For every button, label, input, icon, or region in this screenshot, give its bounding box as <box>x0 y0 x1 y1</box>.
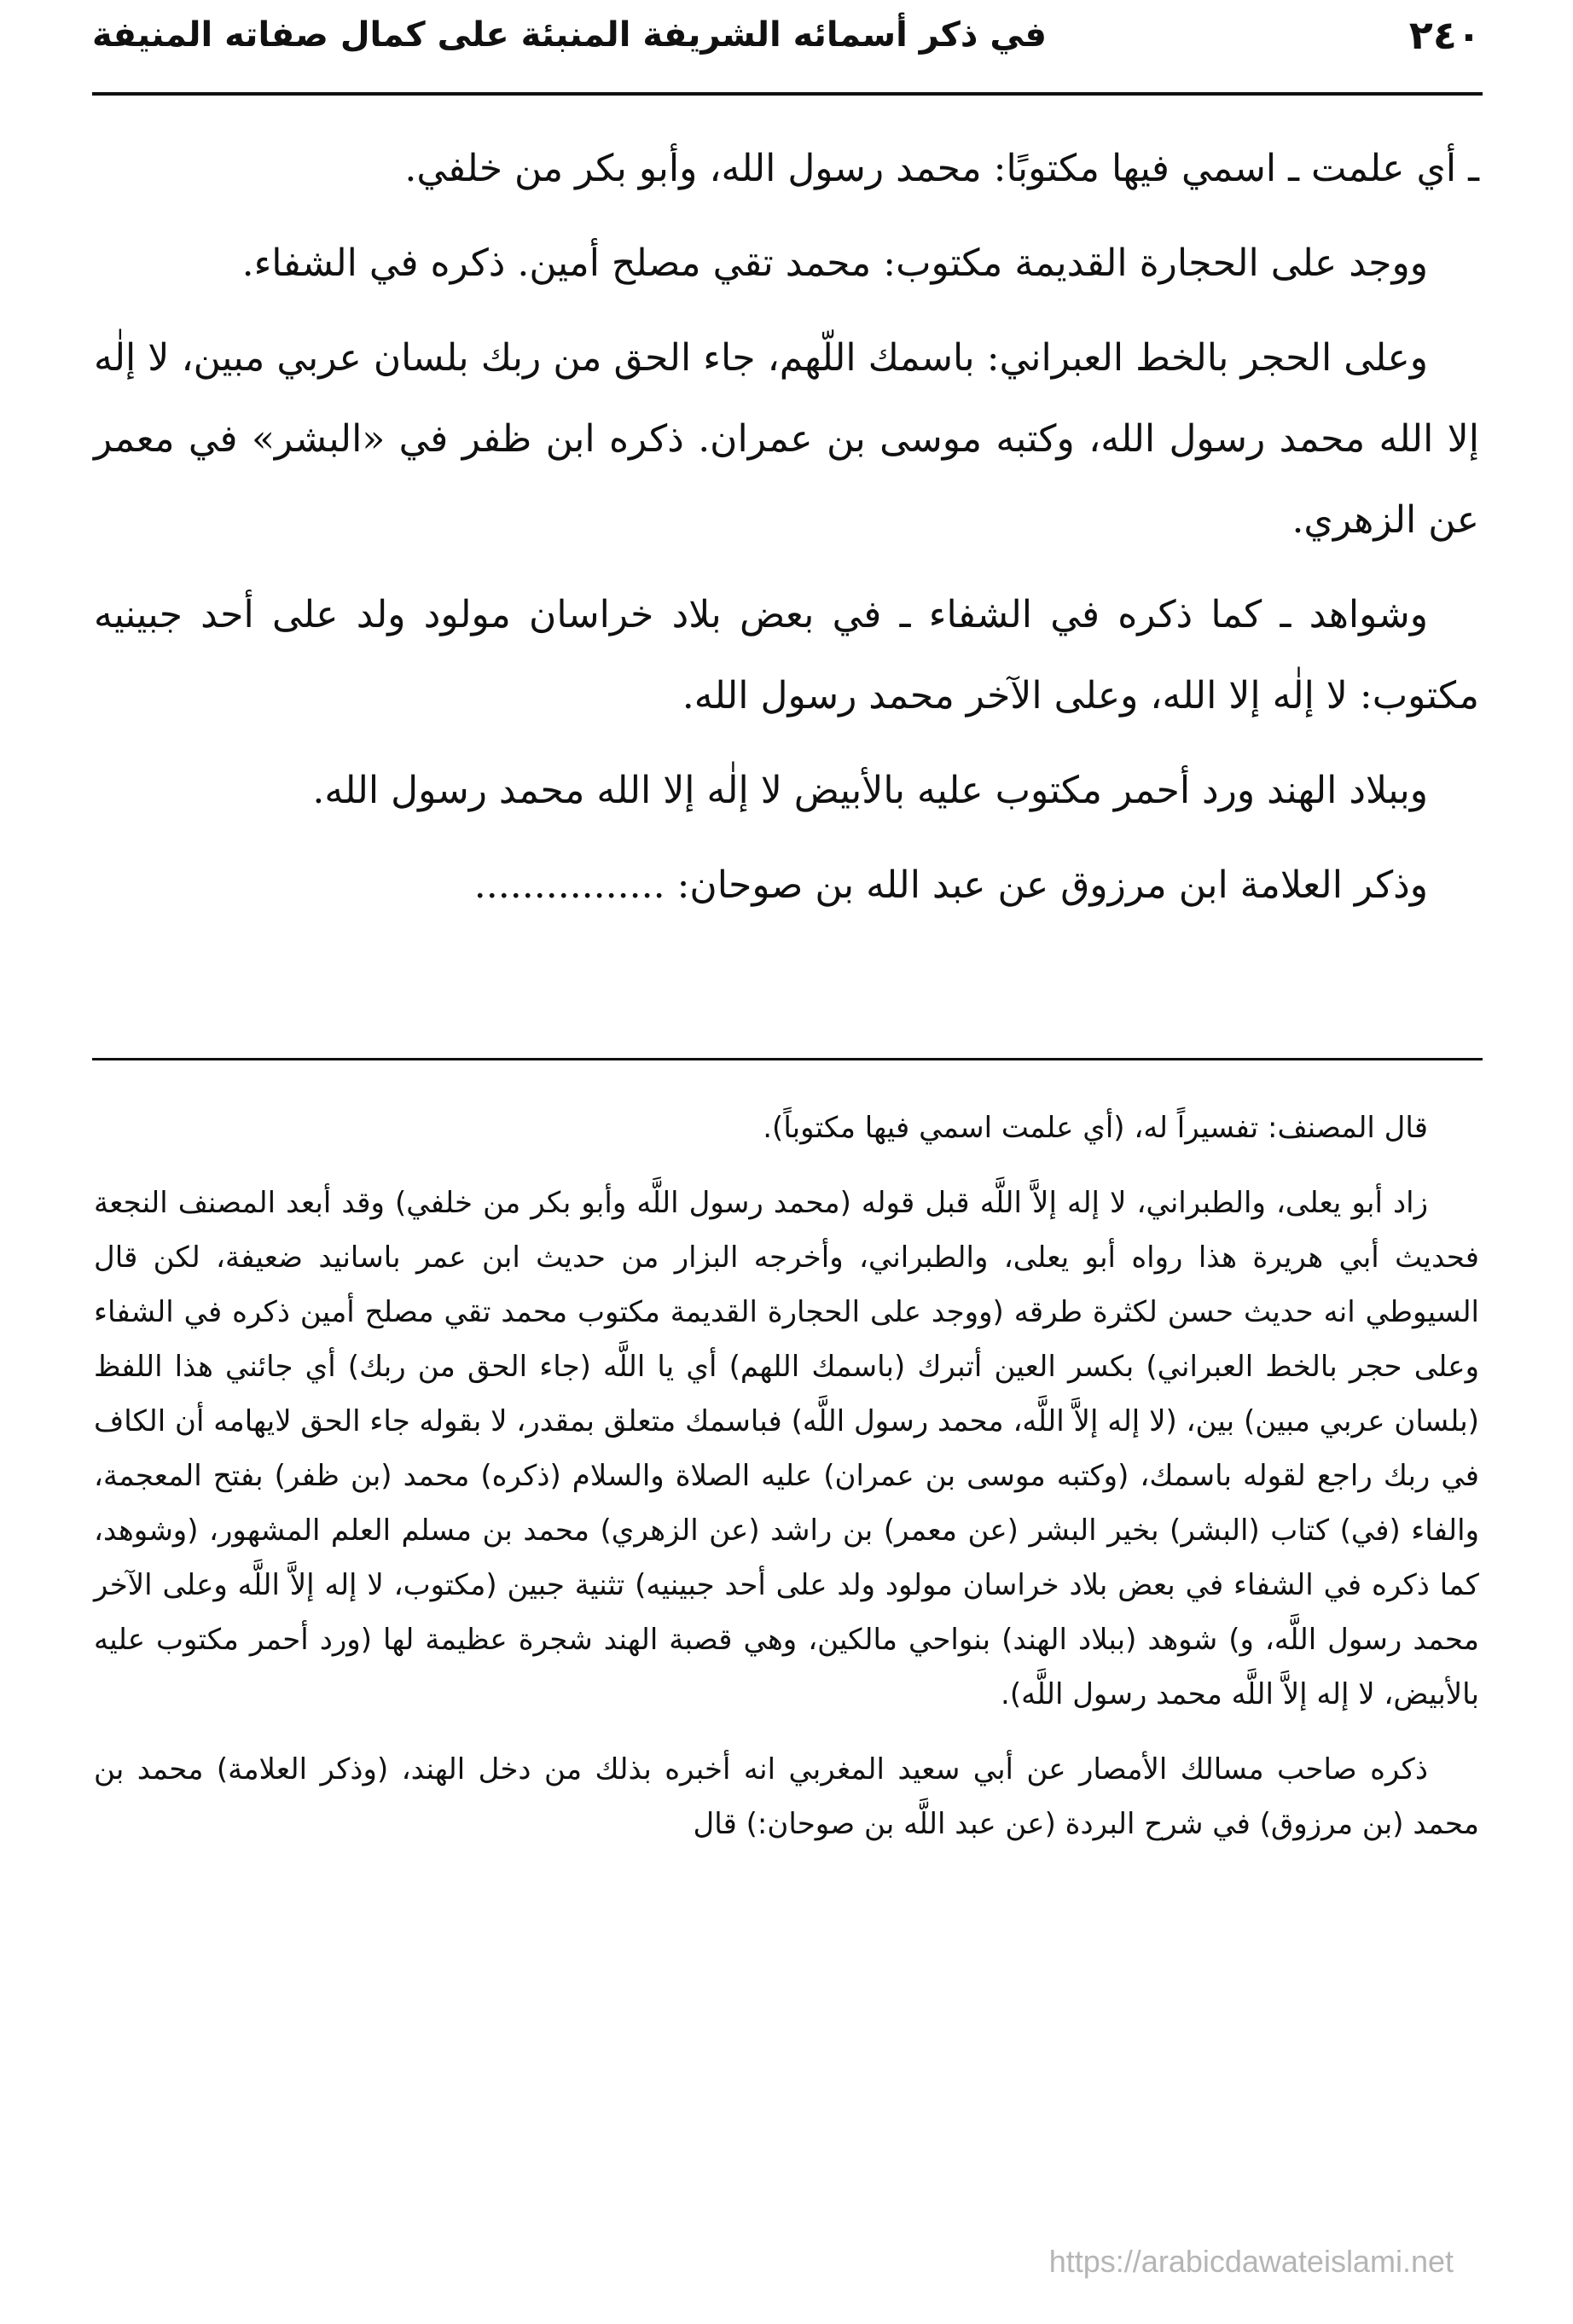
commentary-paragraph: زاد أبو يعلى، والطبراني، لا إله إلاَّ اللَّه قبل قوله (محمد رسول اللَّه وأبو بكر من خلفي) وقد أبعد المصنف النجعة فحديث أبي هريرة هذا رواه أبو يعلى، والطبراني، وأخرجه البزار من حديث ابن عمر باسانيد ضعيفة، لكن قال السيوطي انه حديث حسن لكثرة طرقه (ووجد على الحجارة القديمة مكتوب محمد تقي مصلح أمين ذكره في الشفاء وعلى حجر بالخط العبراني) بكسر العين أتبرك (باسمك اللهم) أي يا اللَّه (جاء الحق من ربك) أي جائني هذا اللفظ (بلسان عربي مبين) بين، (لا إله إلاَّ اللَّه، محمد رسول اللَّه) فباسمك متعلق بمقدر، لا بقوله جاء الحق لايهامه أن الكاف في ربك راجع لقوله باسمك، (وكتبه موسى بن عمران) عليه الصلاة والسلام (ذكره) محمد (بن ظفر) بفتح المعجمة، والفاء (في) كتاب (البشر) بخير البشر (عن معمر) بن راشد (عن الزهري) محمد بن مسلم العلم المشهور، (وشوهد، كما ذكره في الشفاء في بعض بلاد خراسان مولود ولد على أحد جبينيه) تثنية جبين (مكتوب، لا إله إلاَّ اللَّه وعلى الآخر محمد رسول اللَّه، و) شوهد (ببلاد الهند) بنواحي مالكين، وهي قصبة الهند شجرة عظيمة لها (ورد أحمر مكتوب عليه بالأبيض، لا إله إلاَّ اللَّه محمد رسول اللَّه). <box>94 1186 1479 1711</box>
main-paragraph-last <box>94 845 1479 926</box>
main-paragraph: ـ أي علمت ـ اسمي فيها مكتوبًا: محمد رسول الله، وأبو بكر من خلفي. <box>404 147 1479 190</box>
main-paragraph-text: وذكر العلامة ابن مرزوق عن عبد الله بن صوحان: <box>676 863 1428 907</box>
main-paragraph: وببلاد الهند ورد أحمر مكتوب عليه بالأبيض لا إلٰه إلا الله محمد رسول الله. <box>312 769 1428 812</box>
running-title: في ذكر أسمائه الشريفة المنبئة على كمال صفاته المنيفة <box>92 15 1047 55</box>
ellipsis-dots: ................ <box>473 863 665 907</box>
main-paragraph: وشواهد ـ كما ذكره في الشفاء ـ في بعض بلاد خراسان مولود ولد على أحد جبينيه مكتوب: لا إلٰه إلا الله، وعلى الآخر محمد رسول الله. <box>94 593 1479 718</box>
main-text <box>94 128 1479 939</box>
main-paragraph: ووجد على الحجارة القديمة مكتوب: محمد تقي مصلح أمين. ذكره في الشفاء. <box>241 241 1428 285</box>
commentary-paragraph: ذكره صاحب مسالك الأمصار عن أبي سعيد المغربي انه أخبره بذلك من دخل الهند، (وذكر العلامة) محمد بن محمد (بن مرزوق) في شرح البردة (عن عبد اللَّه بن صوحان:) قال <box>94 1752 1479 1841</box>
watermark-url: https://arabicdawateislami.net <box>1048 2244 1454 2279</box>
main-paragraph: وعلى الحجر بالخط العبراني: باسمك اللّهم، جاء الحق من ربك بلسان عربي مبين، لا إلٰه إلا الله محمد رسول الله، وكتبه موسى بن عمران. ذكره ابن ظفر في «البشر» في معمر عن الزهري. <box>94 336 1479 542</box>
commentary-paragraph: قال المصنف: تفسيراً له، (أي علمت اسمي فيها مكتوباً). <box>763 1111 1428 1145</box>
header-divider <box>92 92 1483 96</box>
page-number: ٢٤٠ <box>1408 12 1481 58</box>
section-divider <box>92 1058 1483 1060</box>
commentary-text <box>94 1101 1479 1872</box>
page-header <box>85 9 1488 85</box>
